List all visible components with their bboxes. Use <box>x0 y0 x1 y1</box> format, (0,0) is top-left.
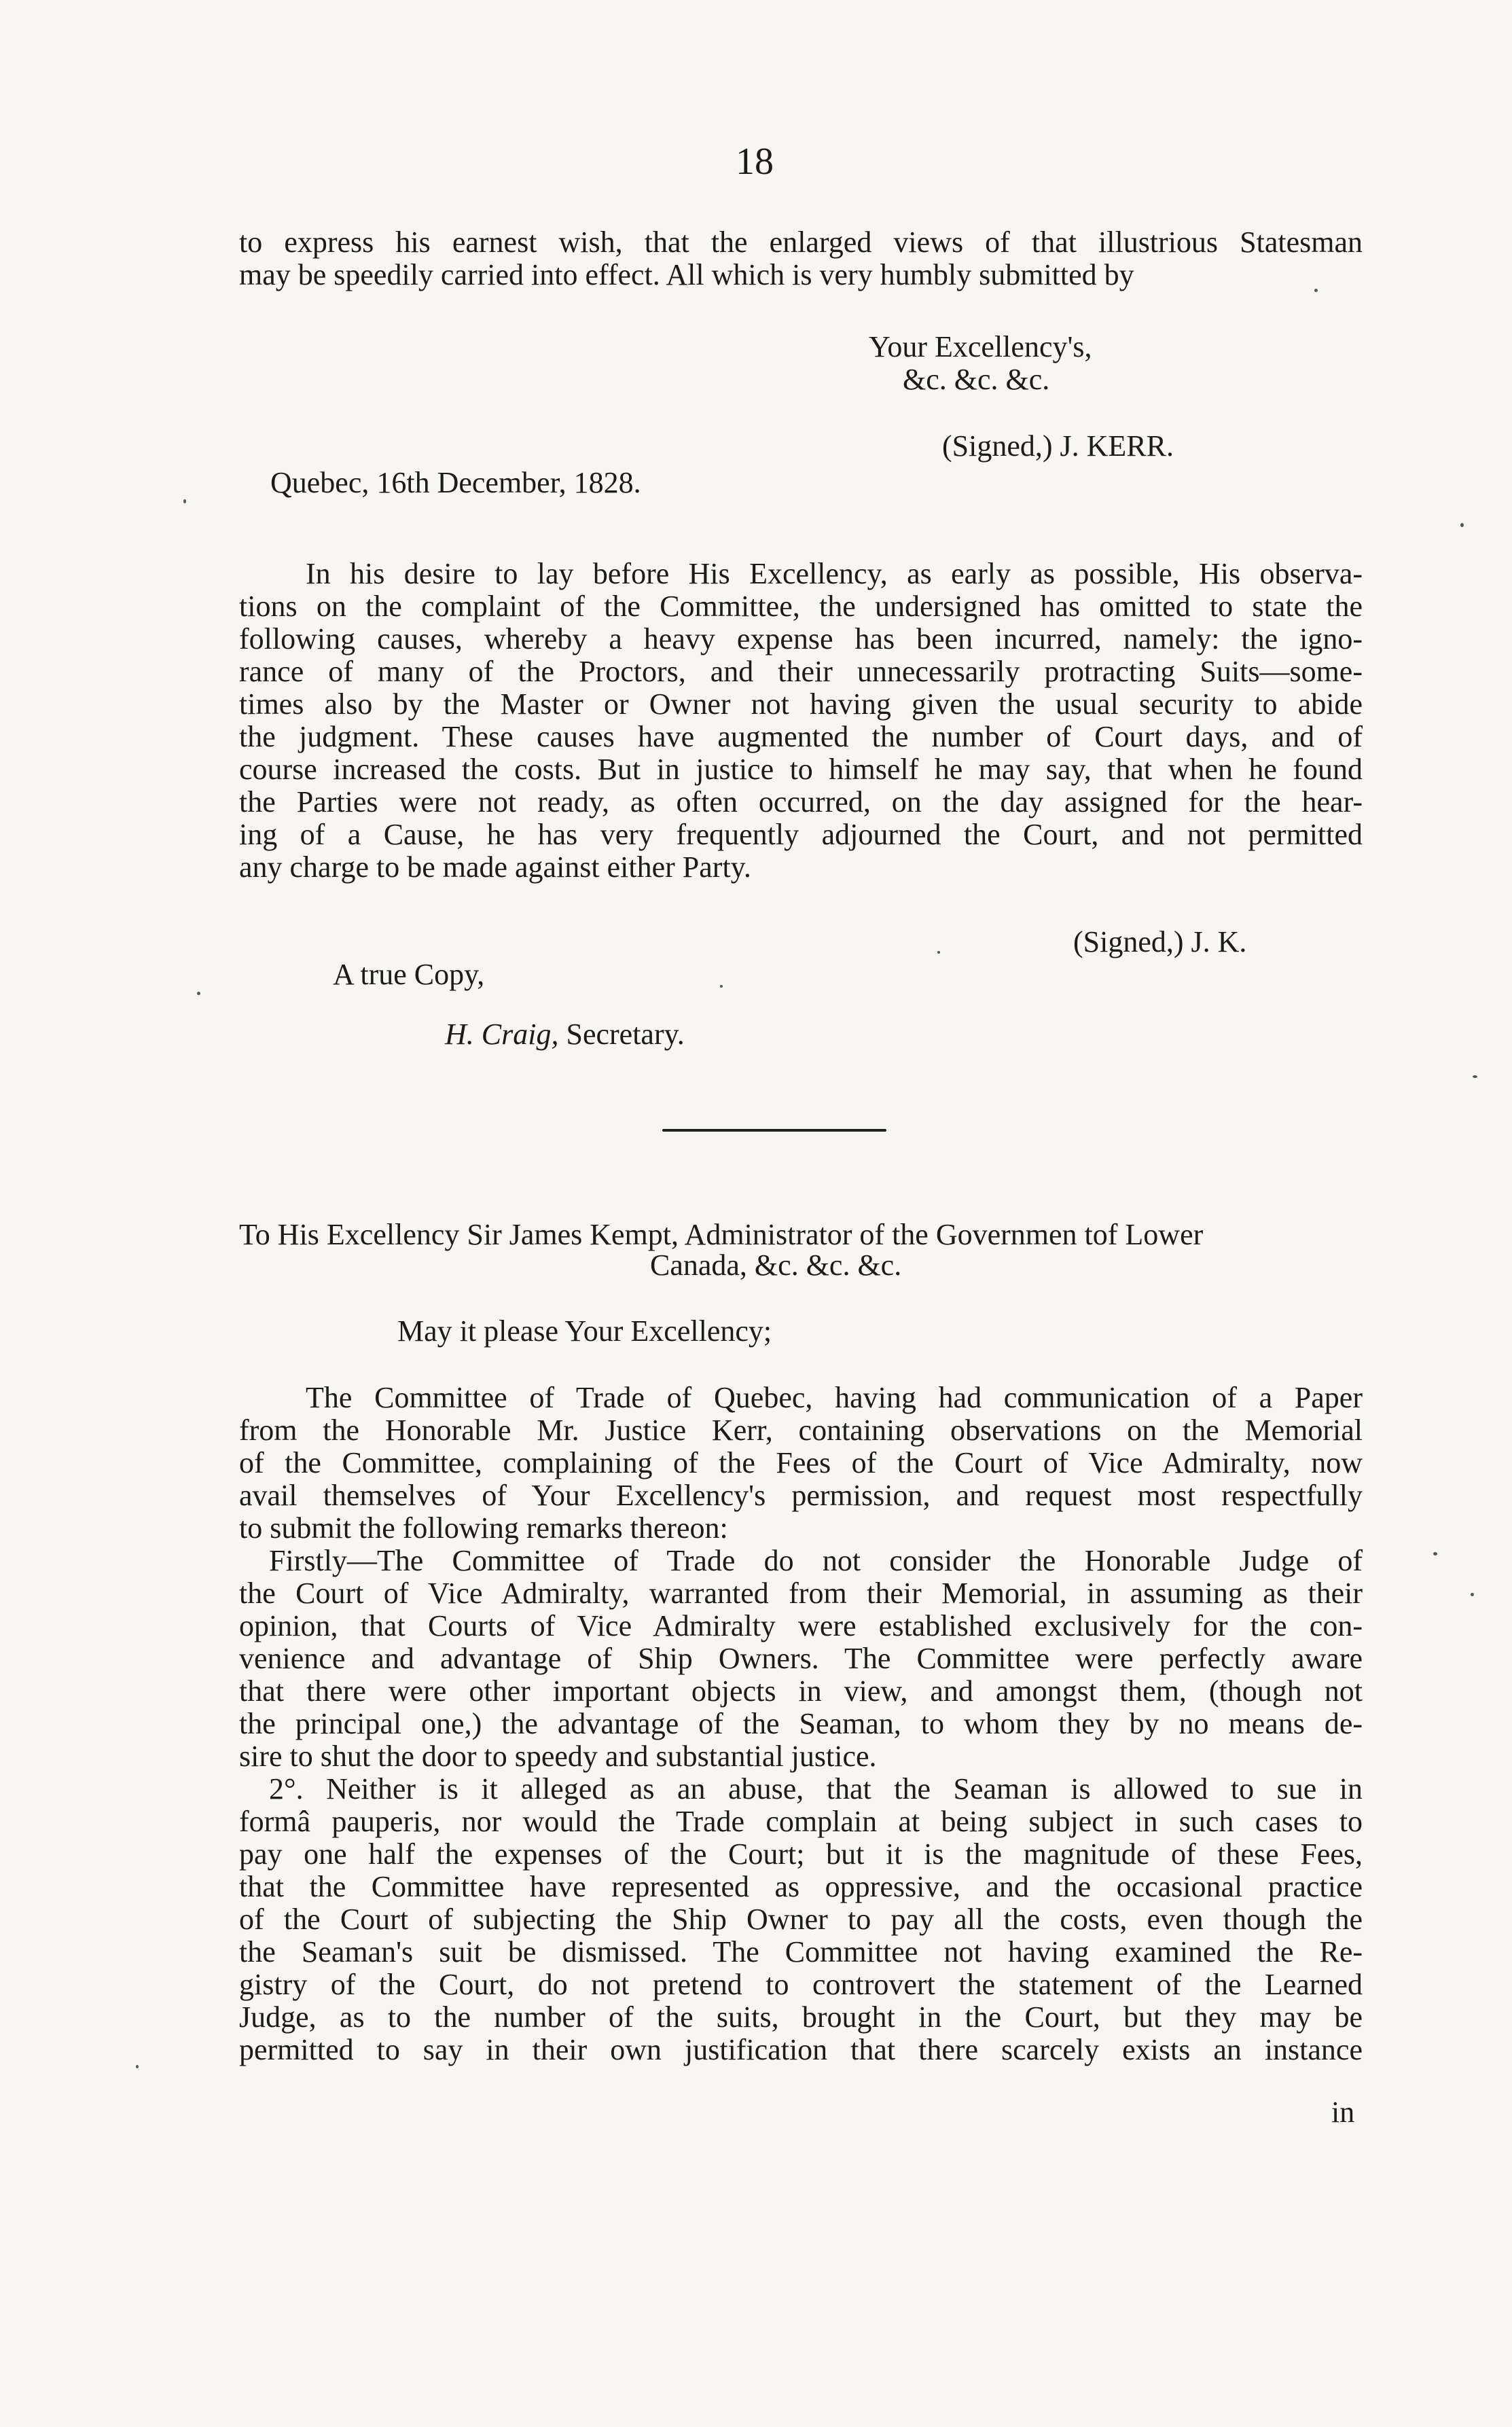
address-line-2: Canada, &c. &c. &c. <box>650 1248 902 1282</box>
scan-speck <box>1433 1552 1437 1556</box>
secretary-line <box>445 1018 685 1051</box>
scan-speck <box>136 2065 139 2068</box>
memorial-paragraph-2 <box>239 1545 1363 1773</box>
scan-speck <box>720 985 723 988</box>
text-line: that there were other important objects in view, and amongst them, (though not <box>239 1674 1363 1708</box>
text-line: of the Court of subjecting the Ship Owner to pay all the costs, even though the <box>239 1903 1363 1936</box>
address-line-1: To His Excellency Sir James Kempt, Administrator of the Governmen tof Lower <box>239 1218 1204 1251</box>
text-line: to express his earnest wish, that the enlarged views of that illustrious Statesman <box>239 226 1363 259</box>
salutation: May it please Your Excellency; <box>397 1314 772 1348</box>
signature-kerr: (Signed,) J. KERR. <box>942 429 1174 463</box>
text-line: the judgment. These causes have augmented the number of Court days, and of <box>239 720 1363 753</box>
text-line: Firstly—The Committee of Trade do not consider the Honorable Judge of <box>269 1544 1363 1577</box>
text-line: tions on the complaint of the Committee, the undersigned has omitted to state the <box>239 590 1363 623</box>
text-line: pay one half the expenses of the Court; but it is the magnitude of these Fees, <box>239 1837 1363 1871</box>
memorial-paragraph-1 <box>239 1382 1363 1545</box>
text-line: the Parties were not ready, as often occurred, on the day assigned for the hear- <box>239 785 1363 819</box>
text-line: formâ pauperis, nor would the Trade complain at being subject in such cases to <box>239 1805 1363 1838</box>
judge-note-paragraph <box>239 558 1363 884</box>
secretary-title: Secretary. <box>566 1018 685 1051</box>
scan-speck <box>183 499 186 503</box>
text-line: venience and advantage of Ship Owners. The Committee were perfectly aware <box>239 1642 1363 1675</box>
text-line: Judge, as to the number of the suits, brought in the Court, but they may be <box>239 2000 1363 2034</box>
page-number: 18 <box>736 141 774 183</box>
closing-salutation: Your Excellency's, <box>869 330 1092 363</box>
text-line: rance of many of the Proctors, and their unnecessarily protracting Suits—some- <box>239 655 1363 688</box>
scan-speck <box>1460 523 1464 527</box>
text-line: that the Committee have represented as oppressive, and the occasional practice <box>239 1870 1363 1903</box>
text-line: permitted to say in their own justification that there scarcely exists an instance <box>239 2033 1363 2066</box>
secretary-name: H. Craig, <box>445 1018 559 1051</box>
text-line: times also by the Master or Owner not having given the usual security to abide <box>239 687 1363 721</box>
text-line: any charge to be made against either Party. <box>239 850 751 884</box>
closing-etc: &c. &c. &c. <box>903 363 1050 396</box>
text-line: 2°. Neither is it alleged as an abuse, that the Seaman is allowed to sue in <box>269 1772 1363 1805</box>
text-line: sire to shut the door to speedy and substantial justice. <box>239 1740 877 1773</box>
scan-speck <box>1314 289 1318 292</box>
text-line: The Committee of Trade of Quebec, having had communication of a Paper <box>306 1381 1363 1414</box>
text-line: ing of a Cause, he has very frequently adjourned the Court, and not permitted <box>239 818 1363 851</box>
scan-speck <box>937 951 940 954</box>
catchword: in <box>1331 2096 1355 2129</box>
text-line: may be speedily carried into effect. All which is very humbly submitted by <box>239 258 1134 291</box>
text-line: following causes, whereby a heavy expense has been incurred, namely: the igno- <box>239 622 1363 655</box>
text-line: to submit the following remarks thereon: <box>239 1511 728 1545</box>
text-line: In his desire to lay before His Excellency, as early as possible, His observa- <box>306 557 1363 590</box>
text-line: the Seaman's suit be dismissed. The Committee not having examined the Re- <box>239 1935 1363 1968</box>
text-line: the Court of Vice Admiralty, warranted from their Memorial, in assuming as their <box>239 1577 1363 1610</box>
memorial-paragraph-3 <box>239 1773 1363 2066</box>
scan-speck <box>1473 1075 1477 1078</box>
scan-speck <box>197 992 200 995</box>
text-line: from the Honorable Mr. Justice Kerr, containing observations on the Memorial <box>239 1414 1363 1447</box>
text-line: the principal one,) the advantage of the Seaman, to whom they by no means de- <box>239 1707 1363 1740</box>
text-line: of the Committee, complaining of the Fees of the Court of Vice Admiralty, now <box>239 1446 1363 1479</box>
text-line: opinion, that Courts of Vice Admiralty were established exclusively for the con- <box>239 1609 1363 1642</box>
text-line: avail themselves of Your Excellency's permission, and request most respectfully <box>239 1479 1363 1512</box>
text-line: course increased the costs. But in justice to himself he may say, that when he found <box>239 753 1363 786</box>
signature-jk: (Signed,) J. K. <box>1073 925 1247 958</box>
intro-paragraph <box>239 226 1363 291</box>
true-copy: A true Copy, <box>333 958 485 991</box>
text-line: gistry of the Court, do not pretend to controvert the statement of the Learned <box>239 1968 1363 2001</box>
scan-speck <box>1471 1593 1474 1596</box>
section-divider <box>662 1129 886 1132</box>
place-date: Quebec, 16th December, 1828. <box>270 466 641 499</box>
